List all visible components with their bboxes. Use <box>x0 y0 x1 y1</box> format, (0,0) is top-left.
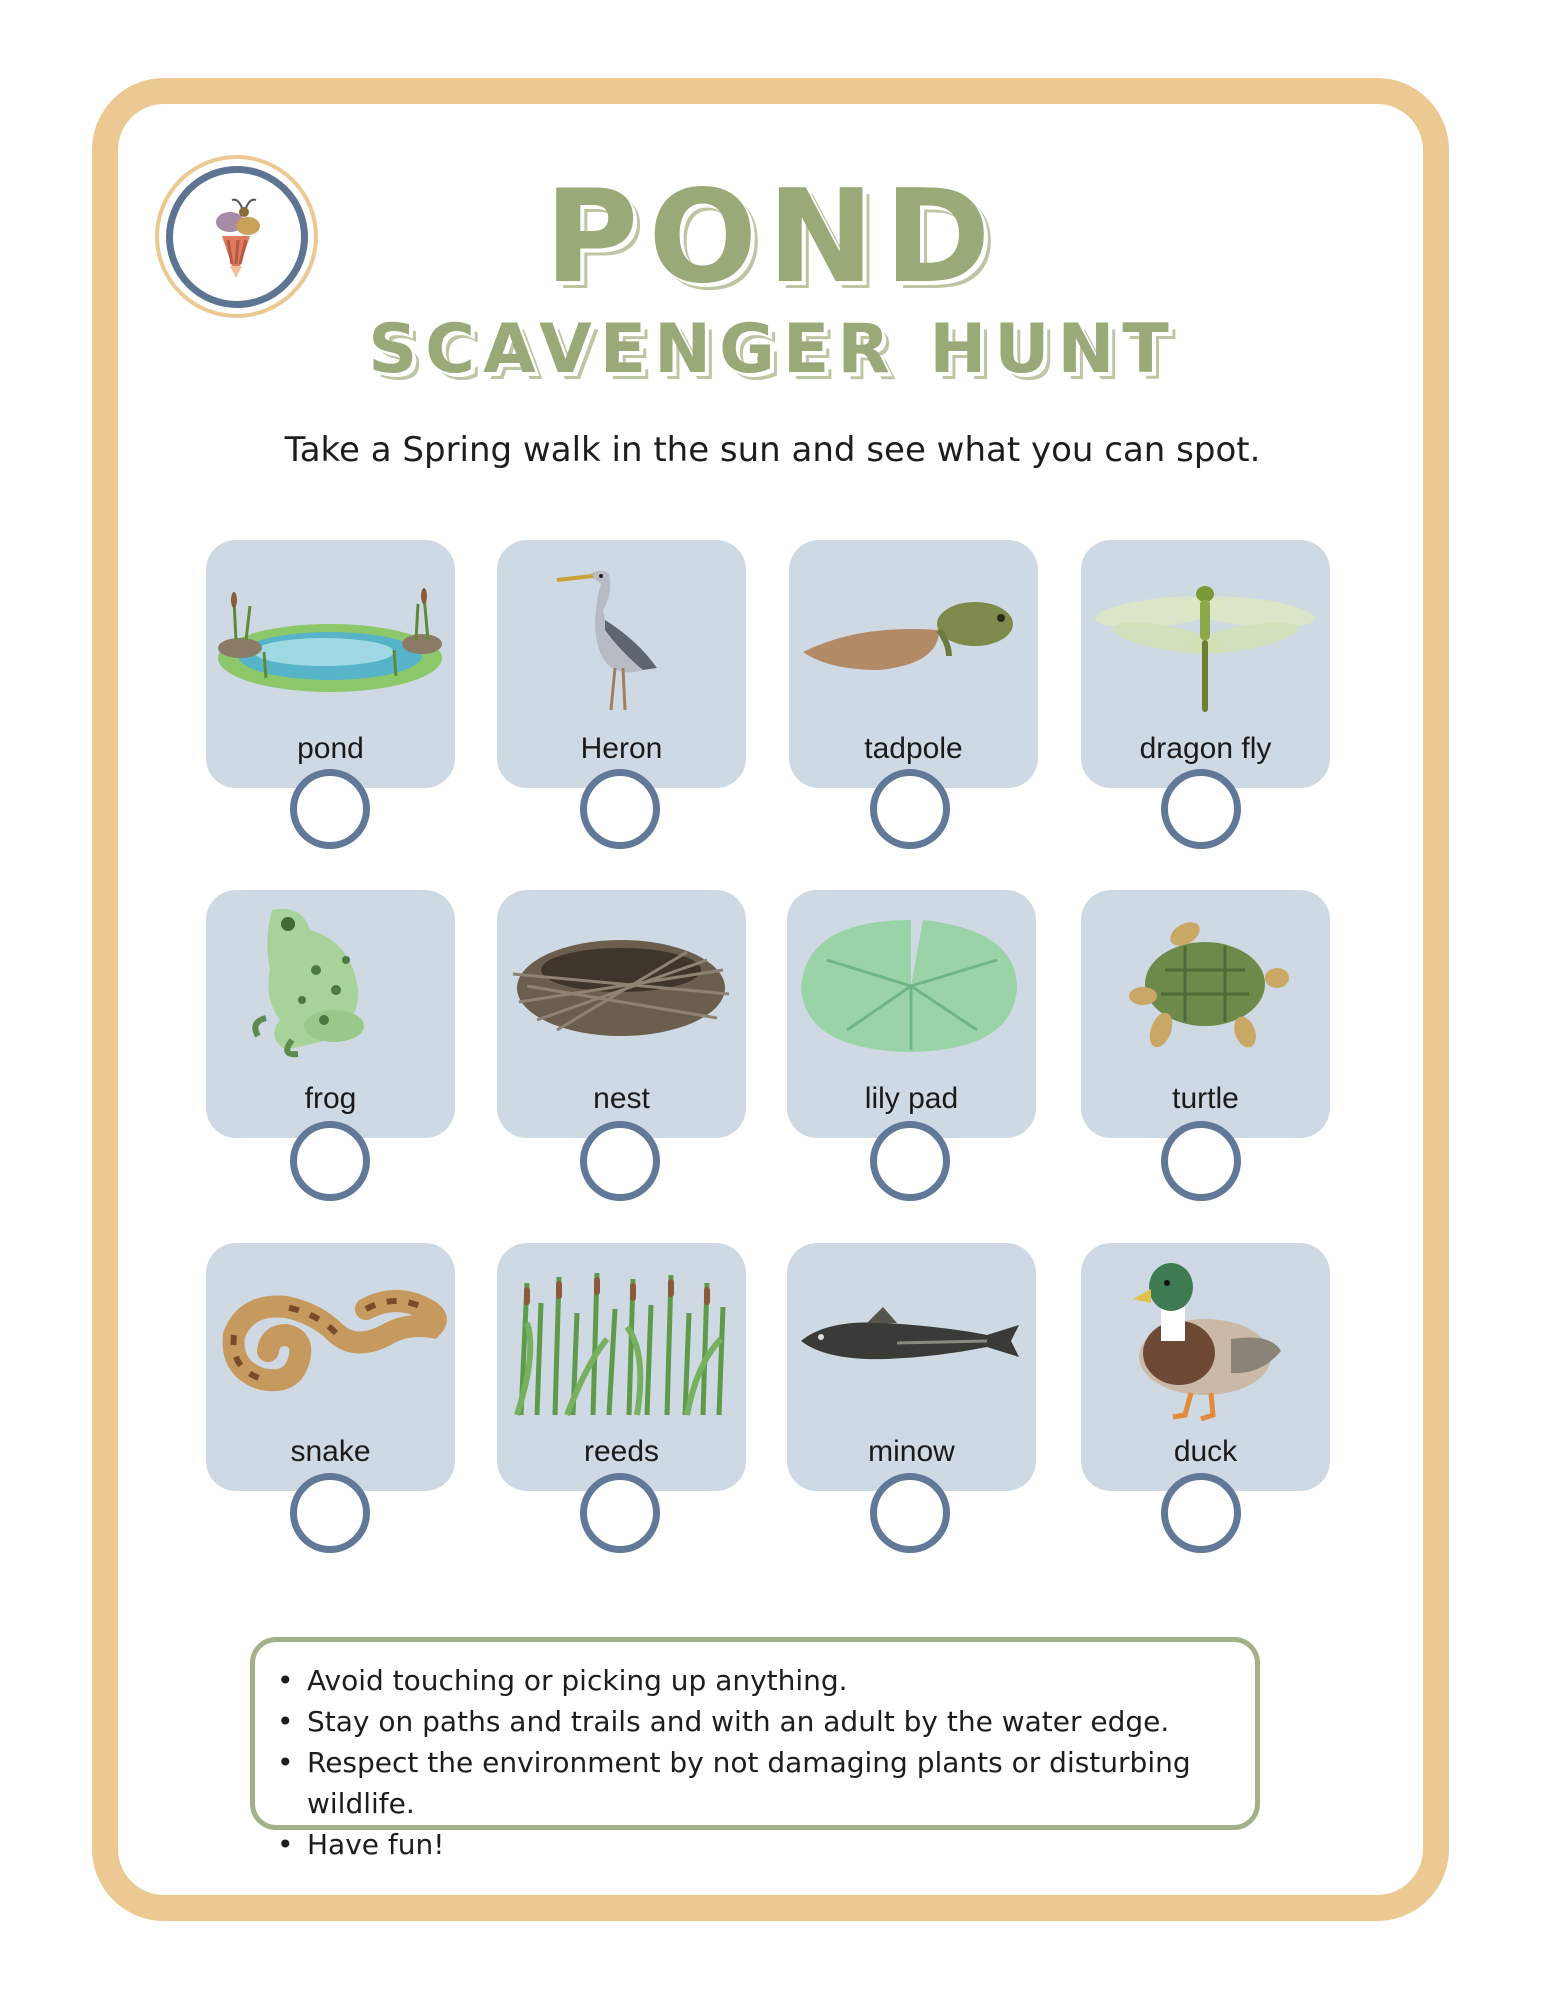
item-label: frog <box>304 1082 357 1115</box>
lily-pad-icon <box>787 890 1036 1080</box>
item-label: pond <box>297 732 364 765</box>
item-label: minow <box>868 1435 955 1468</box>
pond-icon <box>206 540 455 730</box>
item-label: turtle <box>1172 1082 1239 1115</box>
rules-list <box>303 1660 1235 1865</box>
item-label: lily pad <box>864 1082 959 1115</box>
card-frog <box>206 890 455 1138</box>
snake-icon <box>206 1243 455 1433</box>
checkbox-dragonfly[interactable] <box>1161 769 1241 849</box>
rule-item: • Avoid touching or picking up anything. <box>305 1660 1235 1701</box>
page-subtitle-heading: SCAVENGER HUNT <box>368 310 1177 389</box>
card-duck <box>1081 1243 1330 1491</box>
card-reeds <box>497 1243 746 1491</box>
dragonfly-icon <box>1081 540 1330 730</box>
checkbox-turtle[interactable] <box>1161 1121 1241 1201</box>
item-label: duck <box>1173 1435 1238 1468</box>
rule-item: • Respect the environment by not damaging plants or disturbing wildlife. <box>305 1742 1235 1824</box>
checkbox-pond[interactable] <box>290 769 370 849</box>
card-turtle <box>1081 890 1330 1138</box>
instructions-text: Take a Spring walk in the sun and see what you can spot. <box>284 430 1261 470</box>
rules-box <box>250 1637 1260 1861</box>
item-label: tadpole <box>864 732 963 765</box>
item-label: nest <box>593 1082 650 1115</box>
checkbox-lily-pad[interactable] <box>870 1121 950 1201</box>
tadpole-icon <box>789 540 1038 730</box>
reeds-icon <box>497 1243 746 1433</box>
checkbox-minnow[interactable] <box>870 1473 950 1553</box>
item-label: Heron <box>580 732 663 765</box>
card-lily-pad <box>787 890 1036 1138</box>
rule-item: • Stay on paths and trails and with an adult by the water edge. <box>305 1701 1235 1742</box>
frog-icon <box>206 890 455 1080</box>
checkbox-reeds[interactable] <box>580 1473 660 1553</box>
checkbox-duck[interactable] <box>1161 1473 1241 1553</box>
card-pond <box>206 540 455 788</box>
card-minnow <box>787 1243 1036 1491</box>
nest-icon <box>497 890 746 1080</box>
checkbox-heron[interactable] <box>580 769 660 849</box>
minnow-icon <box>787 1243 1036 1433</box>
checkbox-frog[interactable] <box>290 1121 370 1201</box>
checkbox-snake[interactable] <box>290 1473 370 1553</box>
item-label: snake <box>290 1435 371 1468</box>
card-snake <box>206 1243 455 1491</box>
page-title: POND <box>544 163 1001 312</box>
turtle-icon <box>1081 890 1330 1080</box>
card-dragonfly <box>1081 540 1330 788</box>
checkbox-nest[interactable] <box>580 1121 660 1201</box>
card-nest <box>497 890 746 1138</box>
rule-item: • Have fun! <box>305 1824 1235 1865</box>
heron-icon <box>497 540 746 730</box>
card-heron <box>497 540 746 788</box>
item-label: reeds <box>583 1435 660 1468</box>
duck-icon <box>1081 1243 1330 1433</box>
card-tadpole <box>789 540 1038 788</box>
item-label: dragon fly <box>1139 732 1272 765</box>
checkbox-tadpole[interactable] <box>870 769 950 849</box>
